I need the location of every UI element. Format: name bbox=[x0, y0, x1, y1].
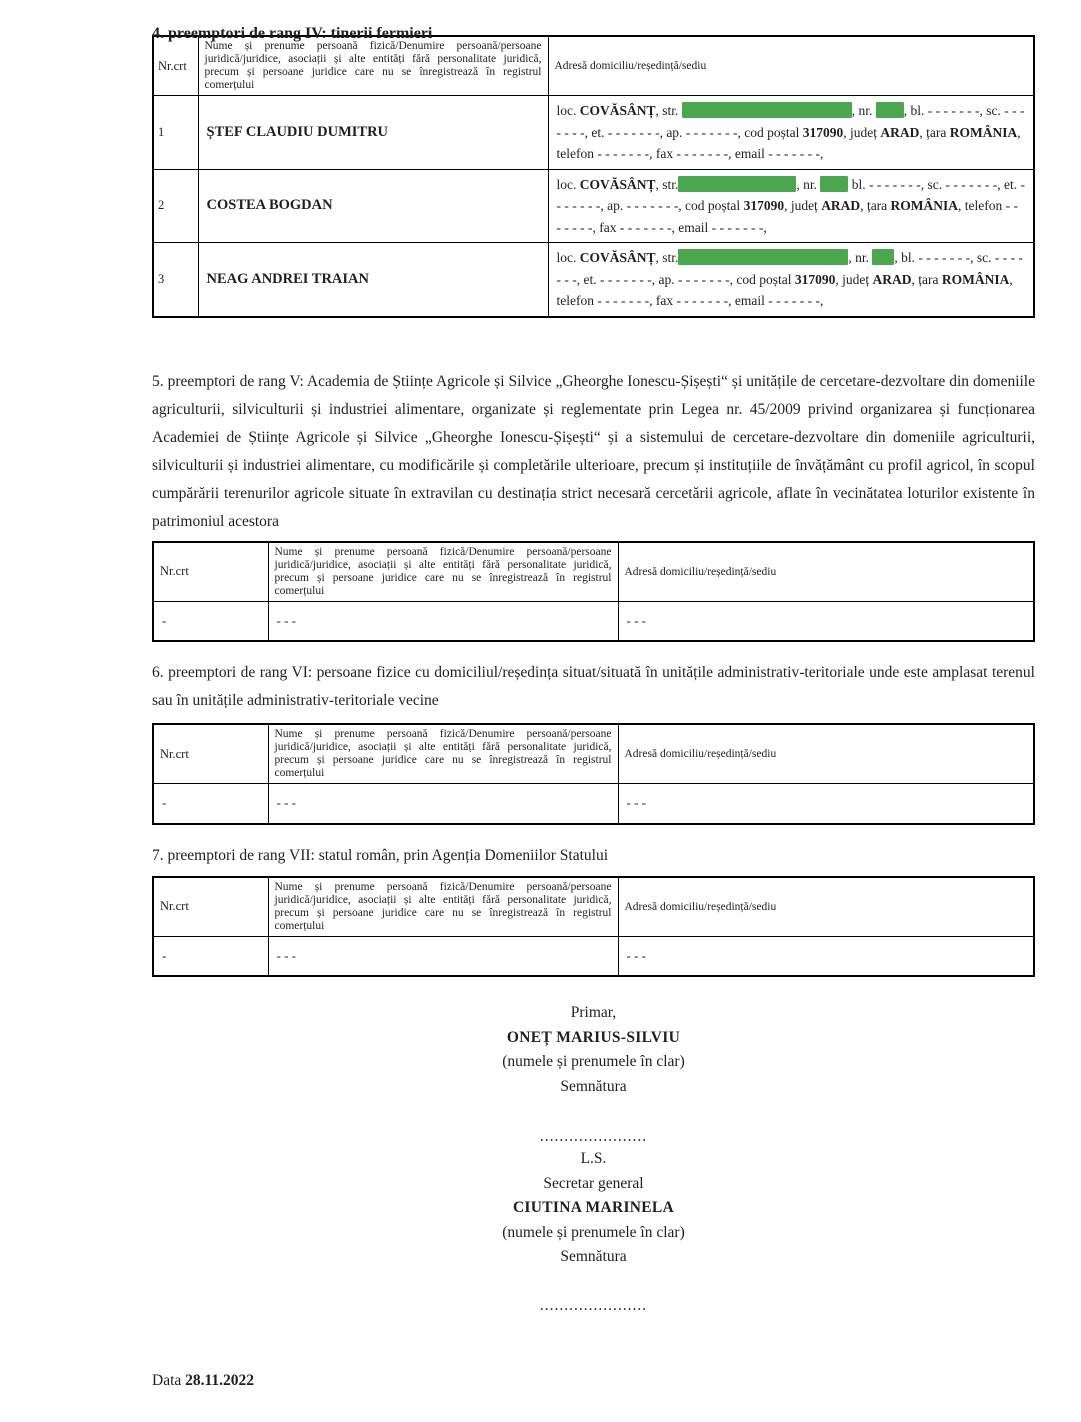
address-text: , țara bbox=[860, 198, 891, 213]
header-address: Adresă domiciliu/reședință/sediu bbox=[618, 724, 1034, 784]
person-address bbox=[548, 169, 1034, 243]
ls-label: L.S. bbox=[580, 1150, 607, 1167]
address-text: , telefon - - - - - - -, fax - - - - - - -, email - - - - - - -, bbox=[556, 271, 1013, 308]
rank6-table bbox=[152, 723, 1035, 825]
header-name: Nume și prenume persoană fizică/Denumire persoană/persoane juridică/juridice, asociații și alte entități fără personalitate juridică, precum și persoane juridice care nu se înregistrează în registrul comerțului bbox=[268, 724, 618, 784]
primar-name: ONEȚ MARIUS-SILVIU bbox=[506, 1028, 681, 1046]
address-text: loc. bbox=[556, 176, 580, 192]
address-bold-text: ARAD bbox=[821, 198, 861, 213]
address-text: , nr. bbox=[848, 250, 873, 265]
person-address: - - - bbox=[618, 784, 1034, 824]
header-address: Adresă domiciliu/reședință/sediu bbox=[618, 877, 1034, 937]
address-text: , bl. - - - - - - -, sc. - - - - - - -, et. - - - - - - -, ap. - - - - - - -, cod poștal bbox=[556, 103, 1025, 140]
address-bold-text: COVĂSÂNȚ bbox=[579, 250, 656, 265]
table-header-row bbox=[153, 724, 1034, 784]
row-number: - bbox=[153, 784, 268, 824]
spacer bbox=[152, 1270, 1035, 1296]
signature-label: Semnătura bbox=[560, 1248, 627, 1265]
secretary-name: CIUTINA MARINELA bbox=[512, 1199, 675, 1216]
table-header-row bbox=[153, 877, 1034, 937]
address-text: , țara bbox=[911, 271, 942, 287]
row-number: - bbox=[153, 601, 268, 641]
address-text: , județ bbox=[784, 198, 822, 213]
address-bold-text: 317090 bbox=[794, 271, 836, 287]
primar-title: Primar, bbox=[570, 1004, 617, 1021]
address-bold-text: ARAD bbox=[880, 124, 920, 140]
header-nr: Nr.crt bbox=[153, 542, 268, 602]
address-bold-text: ROMÂNIA bbox=[941, 271, 1010, 287]
address-text: , telefon - - - - - - -, fax - - - - - - -, email - - - - - - -, bbox=[556, 198, 1019, 235]
secretary-title: Secretar general bbox=[543, 1174, 644, 1192]
date-value: 28.11.2022 bbox=[185, 1371, 255, 1389]
header-nr: Nr.crt bbox=[153, 877, 268, 937]
address-text: , str. bbox=[655, 250, 679, 265]
address-text: , nr. bbox=[796, 176, 821, 192]
address-text: , județ bbox=[835, 271, 873, 287]
name-note: (numele și prenumele în clar) bbox=[502, 1053, 685, 1070]
person-address: - - - bbox=[618, 601, 1034, 641]
address-text: , str. bbox=[655, 176, 679, 192]
person-name: - - - bbox=[268, 784, 618, 824]
name-note: (numele și prenumele în clar) bbox=[502, 1223, 685, 1241]
address-bold-text: 317090 bbox=[743, 198, 785, 213]
table-header-row bbox=[153, 542, 1034, 602]
person-address bbox=[548, 243, 1034, 317]
address-text: loc. bbox=[556, 103, 580, 118]
header-nr: Nr.crt bbox=[153, 36, 198, 96]
header-name: Nume și prenume persoană fizică/Denumire persoană/persoane juridică/juridice, asociații și alte entități fără personalitate juridică, precum și persoane juridice care nu se înregistrează în registrul comerțului bbox=[198, 36, 548, 96]
redaction-block bbox=[872, 249, 894, 265]
address-text: , str. bbox=[655, 103, 682, 118]
table-row bbox=[153, 96, 1034, 170]
address-text: , nr. bbox=[851, 103, 876, 118]
redaction-block bbox=[678, 176, 796, 192]
row-number: - bbox=[153, 936, 268, 976]
paragraph-rank5: 5. preemptori de rang V: Academia de Științe Agricole și Silvice „Gheorghe Ionescu-Șișești“ și unitățile de cercetare-dezvoltare din domeniile agriculturii, silviculturii și industriei alimentare, organizate și reglementate prin Legea nr. 45/2009 privind organizarea și funcționarea Academiei de Științe Agricole și Silvice „Gheorghe Ionescu-Șișești“ și a sistemului de cercetare-dezvoltare din domeniile agriculturii, silviculturii și industriei alimentare, cu modificările și completările ulterioare, precum și instituțiile de învățământ cu profil agricol, în scopul cumpărării terenurilor agricole situate în extravilan cu destinația strict necesară cercetării agricole, aflate în vecinătatea loturilor existente în patrimoniul acestora bbox=[152, 372, 1035, 530]
person-address bbox=[548, 96, 1034, 170]
address-bold-text: ARAD bbox=[872, 271, 912, 287]
rank4-heading: 4. preemptori de rang IV: tinerii fermieri bbox=[152, 25, 433, 42]
redaction-block bbox=[678, 249, 848, 265]
rank4-table bbox=[152, 35, 1035, 318]
row-number: 1 bbox=[153, 96, 198, 170]
address-text: loc. bbox=[556, 250, 580, 265]
address-bold-text: ROMÂNIA bbox=[890, 198, 959, 213]
row-number: 2 bbox=[153, 169, 198, 243]
person-name: COSTEA BOGDAN bbox=[198, 169, 548, 243]
paragraph-rank6: 6. preemptori de rang VI: persoane fizice cu domiciliul/reședința situat/situată în unitățile administrativ-teritoriale unde este amplasat terenul sau în unitățile administrativ-teritoriale vecine bbox=[152, 664, 1035, 709]
table-row bbox=[153, 936, 1034, 976]
row-number: 3 bbox=[153, 243, 198, 317]
table-row bbox=[153, 784, 1034, 824]
address-bold-text: 317090 bbox=[802, 124, 844, 140]
person-name: NEAG ANDREI TRAIAN bbox=[198, 243, 548, 317]
spacer bbox=[152, 1099, 1035, 1127]
address-text: , țara bbox=[919, 124, 950, 140]
date-line bbox=[152, 1372, 1035, 1390]
address-text: , telefon - - - - - - -, fax - - - - - - -, email - - - - - - -, bbox=[556, 124, 1021, 161]
header-address: Adresă domiciliu/reședință/sediu bbox=[548, 36, 1034, 96]
document-page bbox=[0, 22, 1081, 1422]
person-name: ȘTEF CLAUDIU DUMITRU bbox=[198, 96, 548, 170]
signature-block bbox=[152, 1001, 1035, 1316]
signature-label: Semnătura bbox=[560, 1077, 627, 1095]
address-bold-text: COVĂSÂNȚ bbox=[579, 103, 656, 118]
header-address: Adresă domiciliu/reședință/sediu bbox=[618, 542, 1034, 602]
address-bold-text: COVĂSÂNȚ bbox=[579, 176, 656, 192]
table-row bbox=[153, 601, 1034, 641]
rank7-table bbox=[152, 876, 1035, 978]
person-name: - - - bbox=[268, 936, 618, 976]
address-bold-text: ROMÂNIA bbox=[949, 124, 1018, 140]
address-text: , bl. - - - - - - -, sc. - - - - - - -, et. - - - - - - -, ap. - - - - - - -, cod poștal bbox=[556, 250, 1023, 287]
header-nr: Nr.crt bbox=[153, 724, 268, 784]
address-text: , județ bbox=[843, 124, 881, 140]
rank5-table bbox=[152, 541, 1035, 643]
signature-dots: ...................... bbox=[539, 1128, 648, 1145]
header-name: Nume și prenume persoană fizică/Denumire persoană/persoane juridică/juridice, asociații și alte entități fără personalitate juridică, precum și persoane juridice care nu se înregistrează în registrul comerțului bbox=[268, 542, 618, 602]
header-name: Nume și prenume persoană fizică/Denumire persoană/persoane juridică/juridice, asociații și alte entități fără personalitate juridică, precum și persoane juridice care nu se înregistrează în registrul comerțului bbox=[268, 877, 618, 937]
redaction-block bbox=[820, 176, 848, 192]
signature-dots: ...................... bbox=[539, 1296, 648, 1314]
table-header-row bbox=[153, 36, 1034, 96]
redaction-block bbox=[876, 102, 904, 118]
table-row bbox=[153, 169, 1034, 243]
date-label: Data bbox=[152, 1371, 182, 1389]
redaction-block bbox=[682, 102, 852, 118]
person-name: - - - bbox=[268, 601, 618, 641]
clipped-heading-wrap bbox=[152, 22, 1035, 42]
address-text: bl. - - - - - - -, sc. - - - - - - -, et. - - - - - - -, ap. - - - - - - -, cod poștal bbox=[556, 176, 1025, 213]
person-address: - - - bbox=[618, 936, 1034, 976]
paragraph-rank7: 7. preemptori de rang VII: statul român, prin Agenția Domeniilor Statului bbox=[152, 846, 609, 864]
table-row bbox=[153, 243, 1034, 317]
